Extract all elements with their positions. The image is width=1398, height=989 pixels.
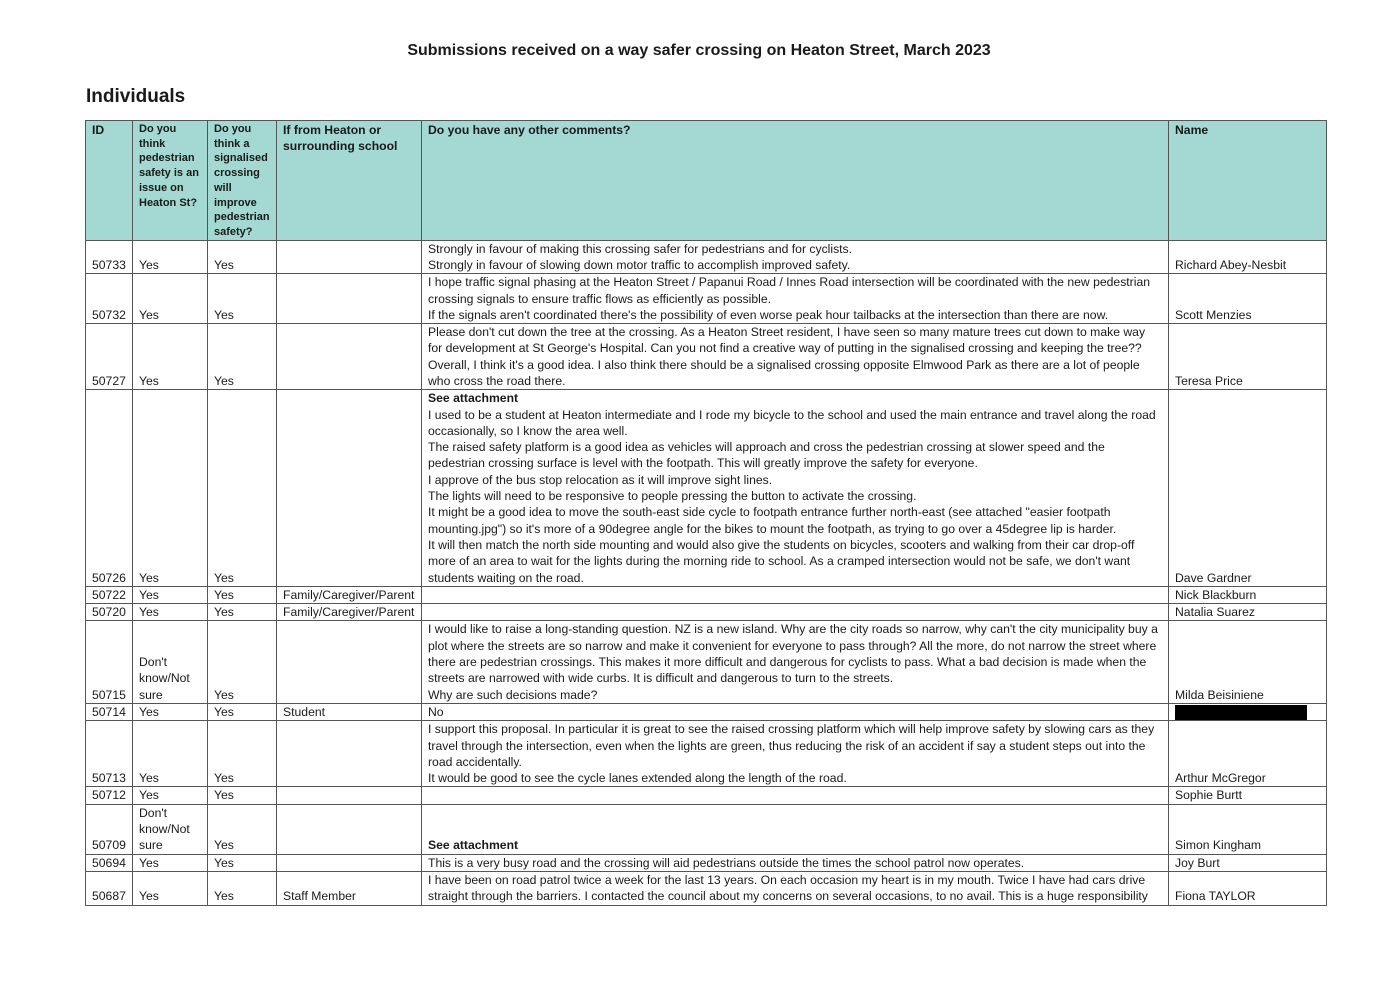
comment-line: See attachment [428, 391, 519, 406]
cell-school: Family/Caregiver/Parent [277, 604, 422, 621]
header-comments: Do you have any other comments? [422, 121, 1169, 241]
cell-id: 50709 [86, 804, 133, 854]
cell-comments [422, 804, 1169, 854]
cell-safety-issue: Yes [133, 703, 208, 720]
comment-line: I hope traffic signal phasing at the Heaton Street / Papanui Road / Innes Road intersection will be coordinated with the new pedestrian crossing signals to ensure traffic flows as efficiently as possible. [428, 275, 1150, 306]
table-row [86, 240, 1327, 274]
comment-line: It might be a good idea to move the south-east side cycle to footpath entrance further north-east (see attached "easier footpath mounting.jpg") so it's more of a 90degree angle for the bikes to mount the footpath, as trying to go over a 45degree lip is harder. [428, 505, 1117, 536]
header-signalised: Do you think a signalised crossing will improve pedestrian safety? [208, 121, 277, 241]
document-title: Submissions received on a way safer crossing on Heaton Street, March 2023 [407, 42, 991, 59]
header-id: ID [86, 121, 133, 241]
comment-line: I used to be a student at Heaton intermediate and I rode my bicycle to the school and used the main entrance and travel along the road occasionally, so I know the area well. [428, 407, 1156, 438]
cell-safety-issue: Yes [133, 721, 208, 787]
table-header-row [86, 121, 1327, 241]
cell-comments [422, 854, 1169, 871]
cell-id: 50713 [86, 721, 133, 787]
table-row [86, 703, 1327, 720]
comment-line: I support this proposal. In particular it is great to see the raised crossing platform which will help improve safety by slowing cars as they travel through the intersection, even when the lights are green, thus reducing the risk of an accident if say a student steps out into the road accidentally. [428, 722, 1155, 769]
cell-school: Staff Member [277, 871, 422, 905]
cell-signalised: Yes [208, 324, 277, 390]
cell-name: Dave Gardner [1169, 390, 1327, 587]
cell-school: Student [277, 703, 422, 720]
cell-comments [422, 586, 1169, 603]
comment-line: This is a very busy road and the crossing will aid pedestrians outside the times the school patrol now operates. [428, 855, 1025, 870]
table-row [86, 586, 1327, 603]
table-row [86, 804, 1327, 854]
cell-name: Milda Beisiniene [1169, 621, 1327, 703]
cell-school [277, 240, 422, 274]
comment-line: The lights will need to be responsive to people pressing the button to activate the crossing. [428, 489, 917, 504]
cell-id: 50732 [86, 274, 133, 324]
comment-line: Overall, I think it's a good idea. I also think there should be a signalised crossing opposite Elmwood Park as there are a lot of people who cross the road there. [428, 357, 1140, 388]
cell-name: Teresa Price [1169, 324, 1327, 390]
cell-id: 50733 [86, 240, 133, 274]
header-safety-issue: Do you think pedestrian safety is an issue on Heaton St? [133, 121, 208, 241]
cell-safety-issue: Don't know/Not sure [133, 621, 208, 703]
table-row [86, 621, 1327, 703]
cell-name: Fiona TAYLOR [1169, 871, 1327, 905]
cell-comments [422, 721, 1169, 787]
comment-line: Why are such decisions made? [428, 687, 598, 702]
cell-signalised: Yes [208, 787, 277, 804]
table-row [86, 274, 1327, 324]
cell-safety-issue: Yes [133, 240, 208, 274]
cell-signalised: Yes [208, 390, 277, 587]
cell-signalised: Yes [208, 703, 277, 720]
cell-school [277, 787, 422, 804]
cell-safety-issue: Yes [133, 586, 208, 603]
cell-safety-issue: Don't know/Not sure [133, 804, 208, 854]
header-name: Name [1169, 121, 1327, 241]
table-row [86, 324, 1327, 390]
cell-id: 50720 [86, 604, 133, 621]
section-heading: Individuals [86, 86, 186, 107]
cell-safety-issue: Yes [133, 604, 208, 621]
cell-safety-issue: Yes [133, 324, 208, 390]
cell-comments [422, 390, 1169, 587]
cell-comments [422, 787, 1169, 804]
submissions-table [85, 120, 1327, 906]
table-row [86, 854, 1327, 871]
cell-comments [422, 621, 1169, 703]
cell-id: 50687 [86, 871, 133, 905]
comment-line: I have been on road patrol twice a week for the last 13 years. On each occasion my heart is in my mouth. Twice I have had cars drive straight through the barriers. I contacted the council about my concerns on several occasions, to no avail. This is a huge responsibility [428, 872, 1148, 904]
cell-name: Joy Burt [1169, 854, 1327, 871]
cell-id: 50722 [86, 586, 133, 603]
table-row [86, 390, 1327, 587]
cell-comments [422, 324, 1169, 390]
cell-signalised: Yes [208, 804, 277, 854]
table-row [86, 604, 1327, 621]
comment-line: It would be good to see the cycle lanes extended along the length of the road. [428, 771, 847, 786]
comment-line: Strongly in favour of making this crossing safer for pedestrians and for cyclists. [428, 241, 853, 256]
cell-id: 50726 [86, 390, 133, 587]
cell-safety-issue: Yes [133, 871, 208, 905]
comment-line: Please don't cut down the tree at the crossing. As a Heaton Street resident, I have seen so many mature trees cut down to make way for development at St George's Hospital. Can you not find a creative way of putting in the signalised crossing and keeping the tree?? [428, 325, 1146, 356]
cell-signalised: Yes [208, 621, 277, 703]
cell-school [277, 804, 422, 854]
cell-name: Natalia Suarez [1169, 604, 1327, 621]
cell-school [277, 390, 422, 587]
cell-school [277, 621, 422, 703]
cell-safety-issue: Yes [133, 274, 208, 324]
comment-line: Strongly in favour of slowing down motor traffic to accomplish improved safety. [428, 257, 851, 272]
cell-id: 50712 [86, 787, 133, 804]
comment-line: It will then match the north side mounting and would also give the students on bicycles, scooters and walking from their car drop-off more of an area to wait for the lights during the morning ride to school. As a cramped intersection would not be safe, we don't want students waiting on the road. [428, 537, 1135, 585]
cell-signalised: Yes [208, 721, 277, 787]
comment-line: The raised safety platform is a good idea as vehicles will approach and cross the pedestrian crossing at slower speed and the pedestrian crossing surface is level with the footpath. This will greatly improve the safety for everyone. [428, 440, 1105, 471]
cell-name: Richard Abey-Nesbit [1169, 240, 1327, 274]
cell-school: Family/Caregiver/Parent [277, 586, 422, 603]
cell-school [277, 324, 422, 390]
cell-comments [422, 703, 1169, 720]
cell-comments [422, 240, 1169, 274]
table-body [86, 240, 1327, 905]
cell-signalised: Yes [208, 871, 277, 905]
cell-name: Arthur McGregor [1169, 721, 1327, 787]
table-row [86, 721, 1327, 787]
cell-id: 50714 [86, 703, 133, 720]
comment-line: I approve of the bus stop relocation as it will improve sight lines. [428, 472, 773, 487]
comment-line: If the signals aren't coordinated there's the possibility of even worse peak hour tailbacks at the intersection than there are now. [428, 307, 1109, 322]
cell-comments [422, 871, 1169, 905]
comment-line: I would like to raise a long-standing question. NZ is a new island. Why are the city roads so narrow, why can't the city municipality buy a plot where the streets are so narrow and make it convenient for everyone to pass through? All the more, do not narrow the street where there are pedestrian crossings. This makes it more difficult and dangerous for cyclists to pass. What a bad decision is made when the streets are narrowed with wide curbs. It is difficult and dangerous to turn to the streets. [428, 622, 1158, 686]
cell-school [277, 854, 422, 871]
cell-name: Simon Kingham [1169, 804, 1327, 854]
cell-name: Scott Menzies [1169, 274, 1327, 324]
cell-school [277, 721, 422, 787]
cell-name [1169, 703, 1327, 720]
cell-signalised: Yes [208, 604, 277, 621]
cell-id: 50715 [86, 621, 133, 703]
cell-signalised: Yes [208, 586, 277, 603]
cell-safety-issue: Yes [133, 787, 208, 804]
cell-comments [422, 274, 1169, 324]
table-row [86, 871, 1327, 905]
cell-name: Sophie Burtt [1169, 787, 1327, 804]
cell-id: 50694 [86, 854, 133, 871]
cell-comments [422, 604, 1169, 621]
cell-signalised: Yes [208, 274, 277, 324]
table-row [86, 787, 1327, 804]
cell-safety-issue: Yes [133, 390, 208, 587]
cell-signalised: Yes [208, 240, 277, 274]
comment-line: No [428, 704, 444, 719]
cell-id: 50727 [86, 324, 133, 390]
comment-line: See attachment [428, 838, 519, 853]
header-school: If from Heaton or surrounding school [277, 121, 422, 241]
cell-safety-issue: Yes [133, 854, 208, 871]
redacted-name-block [1175, 705, 1307, 720]
cell-signalised: Yes [208, 854, 277, 871]
cell-school [277, 274, 422, 324]
cell-name: Nick Blackburn [1169, 586, 1327, 603]
